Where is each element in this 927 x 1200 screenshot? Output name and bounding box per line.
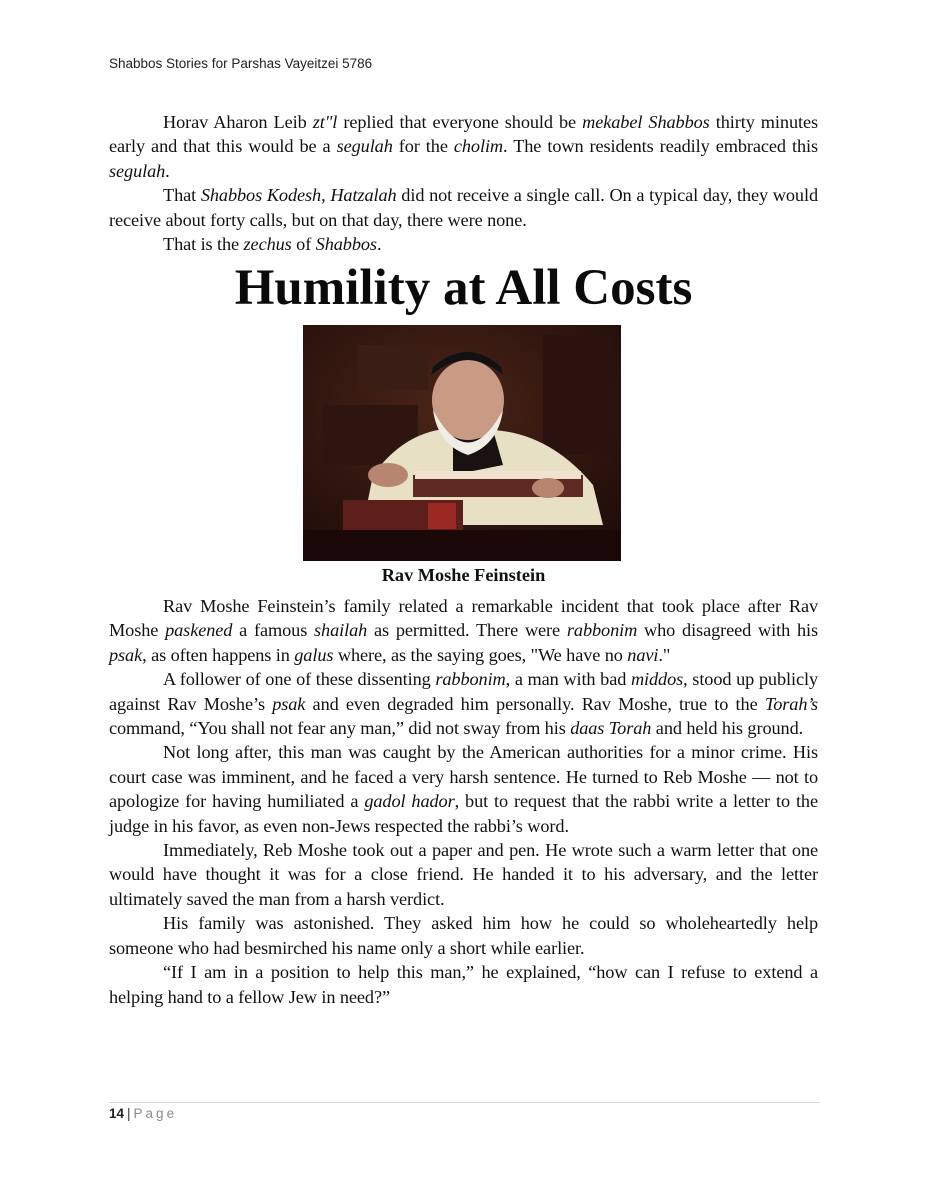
footer-separator: |: [127, 1106, 131, 1121]
portrait-photo: [303, 325, 621, 561]
page-label: Page: [133, 1106, 178, 1121]
page-number: 14: [109, 1106, 125, 1121]
paragraph: That Shabbos Kodesh, Hatzalah did not receive a single call. On a typical day, they would receive about forty calls, but on that day, there were none.: [109, 185, 818, 230]
paragraph: Not long after, this man was caught by the American authorities for a minor crime. His court case was imminent, and he faced a very harsh sentence. He turned to Reb Moshe — not to apologize for having humiliated a gadol hador, but to request that the rabbi write a letter to the judge in his favor, as even non-Jews respected the rabbi’s word.: [109, 742, 818, 836]
paragraph: A follower of one of these dissenting rabbonim, a man with bad middos, stood up publicly against Rav Moshe’s psak and even degraded him personally. Rav Moshe, true to the Torah’s command, “You shall not fear any man,” did not sway from his daas Torah and held his ground.: [109, 669, 819, 739]
paragraph: Immediately, Reb Moshe took out a paper and pen. He wrote such a warm letter that one would have thought it was for a close friend. He handed it to his adversary, and the letter ultimately saved the man from a harsh verdict.: [109, 840, 818, 909]
paragraph: “If I am in a position to help this man,” he explained, “how can I refuse to extend a helping hand to a fellow Jew in need?”: [109, 962, 818, 1007]
paragraph: His family was astonished. They asked him how he could so wholeheartedly help someone who had besmirched his name only a short while earlier.: [109, 913, 818, 958]
paragraph: That is the zechus of Shabbos.: [163, 234, 382, 255]
intro-text: [109, 110, 818, 256]
article-body: [109, 594, 818, 1009]
running-header: Shabbos Stories for Parshas Vayeitzei 5786: [109, 56, 373, 71]
photo-caption: Rav Moshe Feinstein: [381, 565, 546, 585]
article-title: Humility at All Costs: [234, 260, 693, 316]
footer-divider: [109, 1102, 820, 1103]
paragraph: Rav Moshe Feinstein’s family related a remarkable incident that took place after Rav Moshe paskened a famous shailah as permitted. There were rabbonim who disagreed with his psak, as often happens in galus where, as the saying goes, "We have no navi.": [109, 596, 818, 665]
page-footer: [109, 1106, 177, 1121]
paragraph: Horav Aharon Leib zt"l replied that everyone should be mekabel Shabbos thirty minutes early and that this would be a segulah for the cholim. The town residents readily embraced this segulah.: [109, 112, 818, 181]
